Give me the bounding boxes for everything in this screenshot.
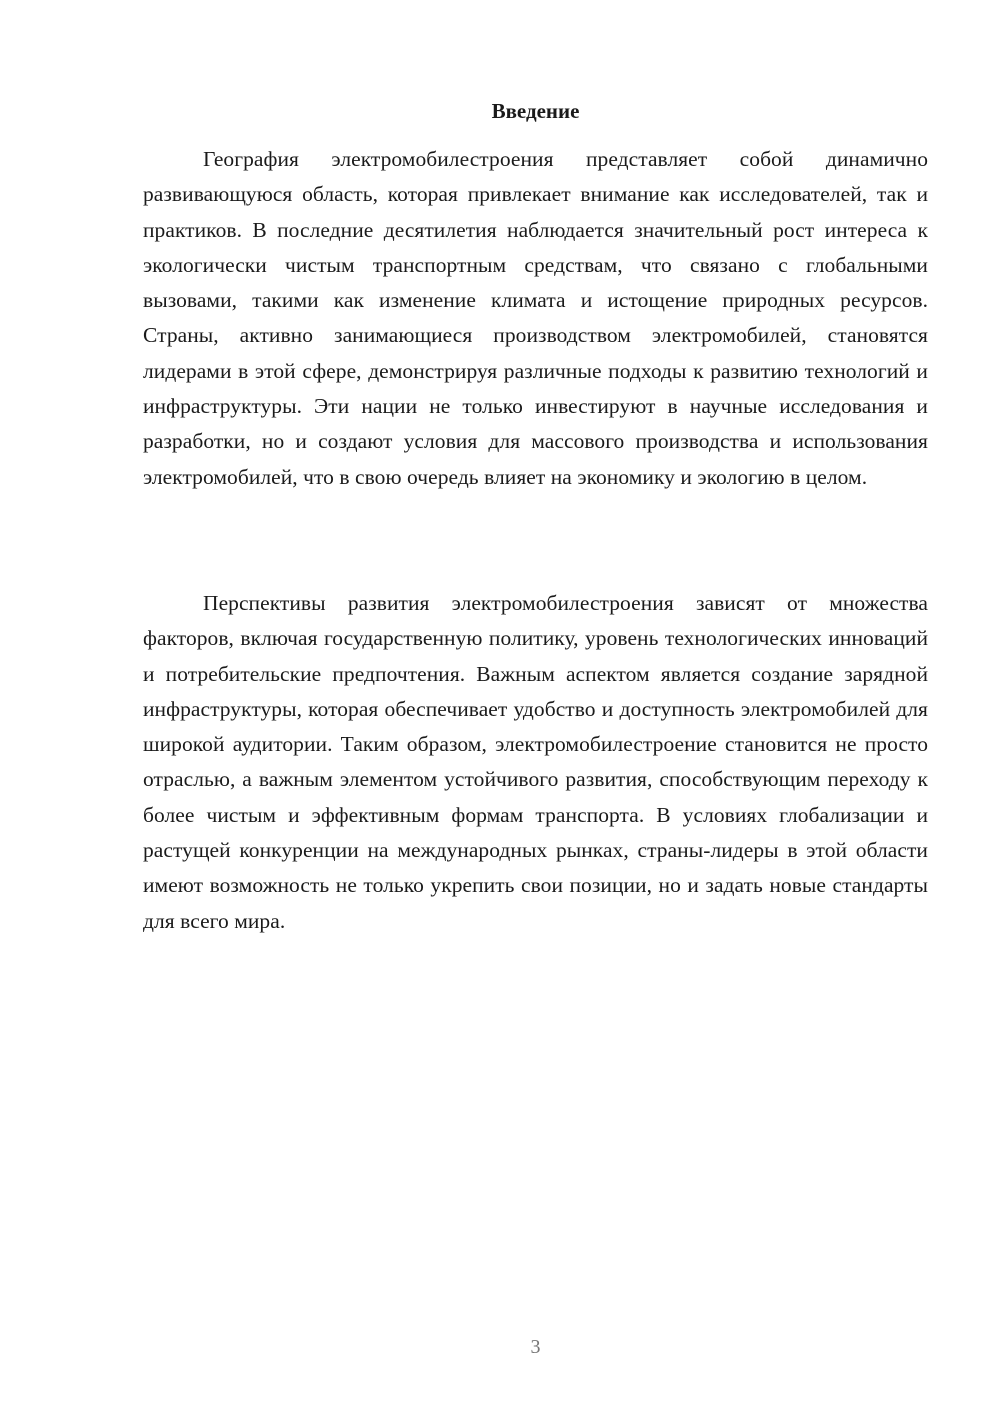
paragraph-2: Перспективы развития электромобилестроения зависят от множества факторов, включая государственную политику, уровень технологических инноваций и потребительские предпочтения. Важным аспектом является создание зарядной инфраструктуры, которая обеспечивает удобство и доступность электромобилей для широкой аудитории. Таким образом, электромобилестроение становится не просто отраслью, а важным элементом устойчивого развития, способствующим переходу к более чистым и эффективным формам транспорта. В условиях глобализации и растущей конкуренции на международных рынках, страны-лидеры в этой области имеют возможность не только укрепить свои позиции, но и задать новые стандарты для всего мира.: [143, 591, 928, 933]
paragraph-1: География электромобилестроения представляет собой динамично развивающуюся область, которая привлекает внимание как исследователей, так и практиков. В последние десятилетия наблюдается значительный рост интереса к экологически чистым транспортным средствам, что связано с глобальными вызовами, такими как изменение климата и истощение природных ресурсов. Страны, активно занимающиеся производством электромобилей, становятся лидерами в этой сфере, демонстрируя различные подходы к развитию технологий и инфраструктуры. Эти нации не только инвестируют в научные исследования и разработки, но и создают условия для массового производства и использования электромобилей, что в свою очередь влияет на экономику и экологию в целом.: [143, 147, 928, 489]
section-heading: Введение: [491, 99, 580, 123]
page-number: 3: [530, 1336, 541, 1358]
